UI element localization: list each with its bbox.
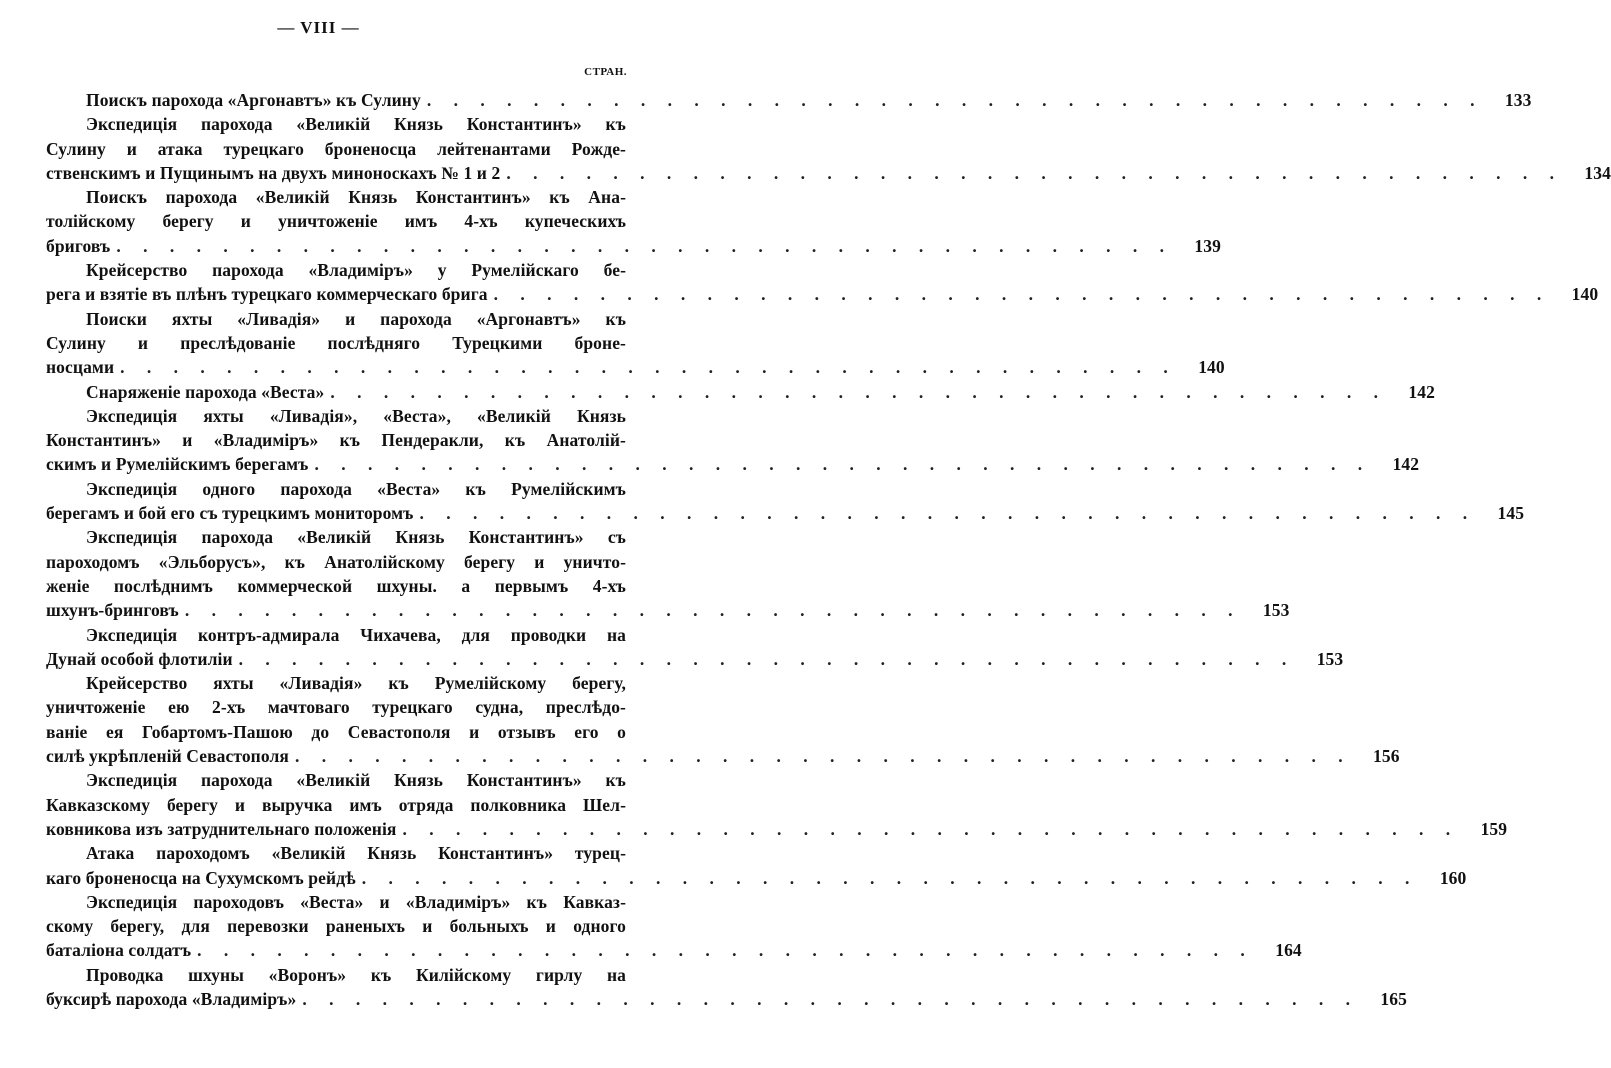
toc-entry-text: Экспедиція яхты «Ливадія», «Веста», «Великій Князь bbox=[86, 405, 626, 426]
toc-entry-text: скимъ и Румелійскимъ берегамъ bbox=[46, 454, 309, 475]
toc-entry-line bbox=[86, 185, 626, 209]
toc-entry-text: толійскому берегу и уничтоженіе имъ 4-хъ купеческихъ bbox=[46, 211, 626, 232]
toc-entry-text: бриговъ bbox=[46, 235, 111, 256]
toc-entry-text: Поиски яхты «Ливадія» и парохода «Аргонавтъ» къ bbox=[86, 308, 626, 329]
toc-entry-text: Крейсерство парохода «Владиміръ» у Румелійскаго бе- bbox=[86, 260, 626, 281]
toc-entry-text: Проводка шхуны «Воронъ» къ Килійскому гирлу на bbox=[86, 964, 626, 985]
dot-leader: . . . . . . . . . . . . . . . . . . . . . . . . . . . . . . . . . . . . . . . . bbox=[120, 357, 1177, 378]
toc-entry-text: ственскимъ и Пущинымъ на двухъ миноноскахъ № 1 и 2 bbox=[46, 162, 501, 183]
toc-entry-line bbox=[86, 477, 626, 501]
toc-entry bbox=[46, 671, 1400, 768]
toc-entry-text: Дунай особой флотиліи bbox=[46, 648, 233, 669]
dot-leader: . . . . . . . . . . . . . . . . . . . . . . . . . . . . . . . . . . . . . . . . bbox=[402, 818, 1460, 839]
toc-page-number: 153 bbox=[1316, 648, 1344, 669]
toc-entry-text: Экспедиція одного парохода «Веста» къ Румелійскимъ bbox=[86, 478, 626, 499]
toc-entry-line bbox=[46, 428, 626, 452]
dot-leader: . . . . . . . . . . . . . . . . . . . . . . . . . . . . . . . . . . . . . . . . bbox=[361, 867, 1419, 888]
toc-entry-line bbox=[86, 623, 626, 647]
toc-entry-line bbox=[46, 938, 1302, 962]
toc-entry-line bbox=[46, 720, 626, 744]
toc-entry-line bbox=[46, 550, 626, 574]
toc-entry-line bbox=[86, 380, 1435, 404]
toc-entry-line bbox=[46, 234, 1221, 258]
dot-leader: . . . . . . . . . . . . . . . . . . . . . . . . . . . . . . . . . . . . . . . . bbox=[238, 648, 1296, 669]
dot-leader: . . . . . . . . . . . . . . . . . . . . . . . . . . . . . . . . . . . . . . . . bbox=[419, 503, 1477, 524]
toc-page-number: 142 bbox=[1392, 454, 1420, 475]
toc-entry-line bbox=[46, 647, 1344, 671]
table-of-contents bbox=[46, 88, 1611, 1011]
toc-entry bbox=[46, 768, 1508, 841]
toc-entry-text: Поискъ парохода «Аргонавтъ» къ Сулину bbox=[86, 90, 421, 110]
toc-entry-text: женіе послѣднимъ коммерческой шхуны. а первымъ 4-хъ bbox=[46, 575, 626, 596]
toc-entry-line bbox=[86, 112, 626, 136]
page-column-label: СТРАН. bbox=[584, 66, 627, 78]
toc-entry-text: берегамъ и бой его съ турецкимъ мониторомъ bbox=[46, 503, 414, 524]
toc-entry-line bbox=[86, 768, 626, 792]
toc-entry-line bbox=[86, 88, 1532, 112]
toc-entry-text: пароходомъ «Эльборусъ», къ Анатолійскому берегу и уничто- bbox=[46, 551, 626, 572]
toc-entry-text: буксирѣ парохода «Владиміръ» bbox=[46, 988, 297, 1009]
toc-entry-line bbox=[46, 137, 626, 161]
toc-entry-line bbox=[86, 404, 626, 428]
toc-entry-text: скому берегу, для перевозки раненыхъ и больныхъ и одного bbox=[46, 916, 626, 937]
toc-entry bbox=[46, 841, 1467, 890]
toc-page-number: 133 bbox=[1504, 90, 1532, 110]
toc-entry-text: Сулину и атака турецкаго броненосца лейтенантами Рожде- bbox=[46, 138, 626, 159]
toc-entry-line bbox=[46, 574, 626, 598]
toc-entry-text: Константинъ» и «Владиміръ» къ Пендеракли, къ Анатолій- bbox=[46, 430, 626, 451]
toc-entry-line bbox=[86, 525, 626, 549]
toc-entry-text: Снаряженіе парохода «Веста» bbox=[86, 381, 325, 402]
toc-entry bbox=[46, 525, 1290, 622]
toc-entry-text: Кавказскому берегу и выручка имъ отряда полковника Шел- bbox=[46, 794, 626, 815]
toc-entry-text: шхунъ-бринговъ bbox=[46, 600, 179, 621]
toc-entry bbox=[86, 380, 1435, 404]
toc-entry-text: каго броненосца на Сухумскомъ рейдѣ bbox=[46, 867, 356, 888]
dot-leader: . . . . . . . . . . . . . . . . . . . . . . . . . . . . . . . . . . . . . . . . bbox=[197, 940, 1254, 961]
toc-entry-line bbox=[86, 963, 626, 987]
toc-entry-text: Экспедиція контръ-адмирала Чихачева, для проводки на bbox=[86, 624, 626, 645]
page-marker: — VIII — bbox=[277, 18, 360, 37]
toc-entry bbox=[46, 890, 1302, 963]
toc-page-number: 140 bbox=[1571, 284, 1599, 305]
toc-page-number: 164 bbox=[1275, 940, 1302, 961]
toc-entry bbox=[46, 258, 1599, 307]
dot-leader: . . . . . . . . . . . . . . . . . . . . . . . . . . . . . . . . . . . . . . . . bbox=[426, 90, 1484, 110]
toc-entry-line bbox=[46, 817, 1508, 841]
toc-entry-line bbox=[46, 282, 1599, 306]
toc-entry-text: уничтоженіе ею 2-хъ мачтоваго турецкаго судна, преслѣдо- bbox=[46, 697, 626, 718]
toc-page-number: 156 bbox=[1373, 746, 1400, 767]
dot-leader: . . . . . . . . . . . . . . . . . . . . . . . . . . . . . . . . . . . . . . . . bbox=[493, 284, 1551, 305]
toc-entry-line bbox=[46, 866, 1467, 890]
toc-page-number: 165 bbox=[1380, 988, 1407, 1009]
toc-entry-line bbox=[46, 209, 626, 233]
toc-entry-line bbox=[86, 890, 626, 914]
toc-page-number: 145 bbox=[1497, 503, 1525, 524]
toc-entry-text: Атака пароходомъ «Великій Князь Константинъ» турец- bbox=[86, 843, 626, 864]
toc-entry bbox=[46, 623, 1344, 672]
dot-leader: . . . . . . . . . . . . . . . . . . . . . . . . . . . . . . . . . . . . . . . . bbox=[314, 454, 1372, 475]
toc-entry-text: рега и взятіе въ плѣнъ турецкаго коммерческаго брига bbox=[46, 284, 488, 305]
dot-leader: . . . . . . . . . . . . . . . . . . . . . . . . . . . . . . . . . . . . . . . . bbox=[116, 235, 1173, 256]
toc-entry bbox=[46, 185, 1221, 258]
toc-entry-line bbox=[46, 695, 626, 719]
toc-entry bbox=[46, 307, 1225, 380]
toc-entry-line bbox=[46, 914, 626, 938]
dot-leader: . . . . . . . . . . . . . . . . . . . . . . . . . . . . . . . . . . . . . . . . bbox=[330, 381, 1387, 402]
dot-leader: . . . . . . . . . . . . . . . . . . . . . . . . . . . . . . . . . . . . . . . . bbox=[184, 600, 1242, 621]
toc-page-number: 153 bbox=[1262, 600, 1290, 621]
toc-entry-text: Сулину и преслѣдованіе послѣдняго Турецкими броне- bbox=[46, 332, 626, 353]
toc-entry-line bbox=[46, 501, 1525, 525]
toc-entry-text: Экспедиція парохода «Великій Князь Константинъ» съ bbox=[86, 527, 626, 548]
toc-page-number: 159 bbox=[1480, 818, 1508, 839]
toc-entry bbox=[46, 404, 1420, 477]
toc-entry-line bbox=[46, 744, 1400, 768]
toc-entry-text: Экспедиція парохода «Великій Князь Константинъ» къ bbox=[86, 770, 626, 791]
dot-leader: . . . . . . . . . . . . . . . . . . . . . . . . . . . . . . . . . . . . . . . . bbox=[294, 746, 1352, 767]
toc-entry-line bbox=[86, 258, 626, 282]
toc-entry-text: силѣ укрѣпленій Севастополя bbox=[46, 746, 289, 767]
toc-entry-text: ковникова изъ затруднительнаго положенія bbox=[46, 818, 397, 839]
toc-page-number: 139 bbox=[1194, 235, 1221, 256]
toc-page-number: 134 bbox=[1584, 162, 1611, 183]
toc-entry-text: ваніе ея Гобартомъ-Пашою до Севастополя и отзывъ его о bbox=[46, 721, 626, 742]
toc-entry-text: Крейсерство яхты «Ливадія» къ Румелійскому берегу, bbox=[86, 673, 626, 694]
toc-entry-line bbox=[46, 355, 1225, 379]
toc-entry-line bbox=[46, 987, 1407, 1011]
toc-entry bbox=[46, 477, 1525, 526]
toc-entry-line bbox=[46, 161, 1611, 185]
toc-entry-text: баталіона солдатъ bbox=[46, 940, 192, 961]
toc-entry-line bbox=[86, 671, 626, 695]
toc-entry-text: Экспедиція пароходовъ «Веста» и «Владиміръ» къ Кавказ- bbox=[86, 891, 626, 912]
dot-leader: . . . . . . . . . . . . . . . . . . . . . . . . . . . . . . . . . . . . . . . . bbox=[302, 988, 1359, 1009]
toc-entry bbox=[86, 88, 1532, 112]
toc-page-number: 140 bbox=[1198, 357, 1225, 378]
toc-entry-text: носцами bbox=[46, 357, 115, 378]
toc-entry-line bbox=[46, 452, 1420, 476]
dot-leader: . . . . . . . . . . . . . . . . . . . . . . . . . . . . . . . . . . . . . . . . bbox=[506, 162, 1563, 183]
toc-entry bbox=[46, 112, 1611, 185]
toc-entry-text: Экспедиція парохода «Великій Князь Константинъ» къ bbox=[86, 114, 626, 135]
toc-entry-line bbox=[86, 841, 626, 865]
toc-page-number: 160 bbox=[1439, 867, 1467, 888]
toc-page-number: 142 bbox=[1408, 381, 1435, 402]
toc-entry-line bbox=[86, 307, 626, 331]
toc-entry-line bbox=[46, 793, 626, 817]
toc-entry bbox=[46, 963, 1407, 1012]
toc-entry-line bbox=[46, 598, 1290, 622]
toc-entry-line bbox=[46, 331, 626, 355]
toc-entry-text: Поискъ парохода «Великій Князь Константинъ» къ Ана- bbox=[86, 187, 626, 208]
